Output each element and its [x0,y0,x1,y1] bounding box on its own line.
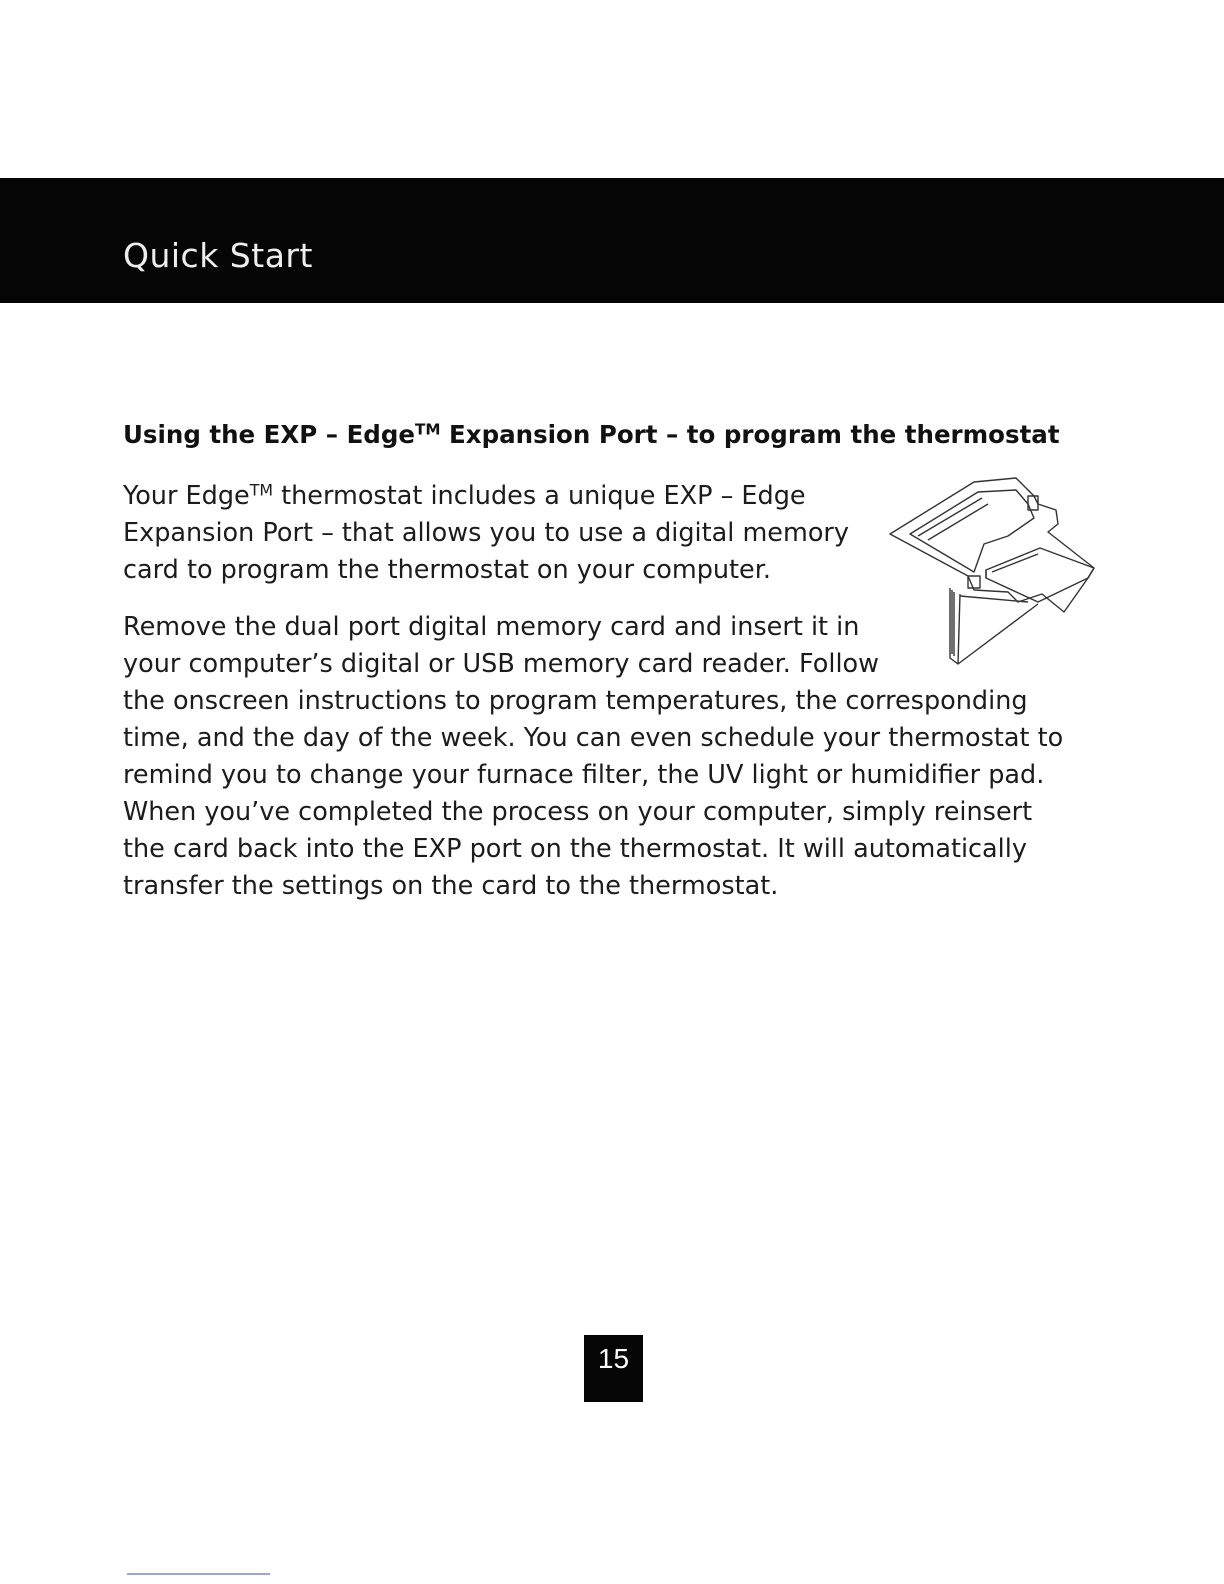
memory-card-reader-icon [888,474,1106,674]
footer-rule [127,1573,270,1575]
paragraph2-line: the card back into the EXP port on the thermostat. It will automatically [123,834,1027,864]
paragraph2-line: transfer the settings on the card to the thermostat. [123,871,779,901]
paragraph1-line3: card to program the thermostat on your computer. [123,555,771,585]
paragraph2-line: your computer’s digital or USB memory card reader. Follow [123,649,879,679]
section-heading [123,418,1060,452]
trademark-mark: TM [249,480,273,500]
page-title: Quick Start [123,236,313,275]
paragraph2-line: remind you to change your furnace filter, the UV light or humidifier pad. [123,760,1045,790]
page-number: 15 [584,1335,643,1402]
section-heading-text: Using the EXP – Edge [123,420,416,449]
paragraph1-line2: Expansion Port – that allows you to use a digital memory [123,518,850,548]
paragraph1-line1 [123,478,806,515]
section-heading-text-rest: Expansion Port – to program the thermostat [440,420,1060,449]
trademark-mark: TM [415,420,441,439]
paragraph1-line1-start: Your Edge [123,481,250,511]
paragraph2-line: When you’ve completed the process on your computer, simply reinsert [123,797,1033,827]
paragraph1-line1-rest: thermostat includes a unique EXP – Edge [273,481,806,511]
paragraph2-line: Remove the dual port digital memory card and insert it in [123,612,860,642]
paragraph2-line: time, and the day of the week. You can even schedule your thermostat to [123,723,1064,753]
paragraph2-line: the onscreen instructions to program temperatures, the corresponding [123,686,1028,716]
